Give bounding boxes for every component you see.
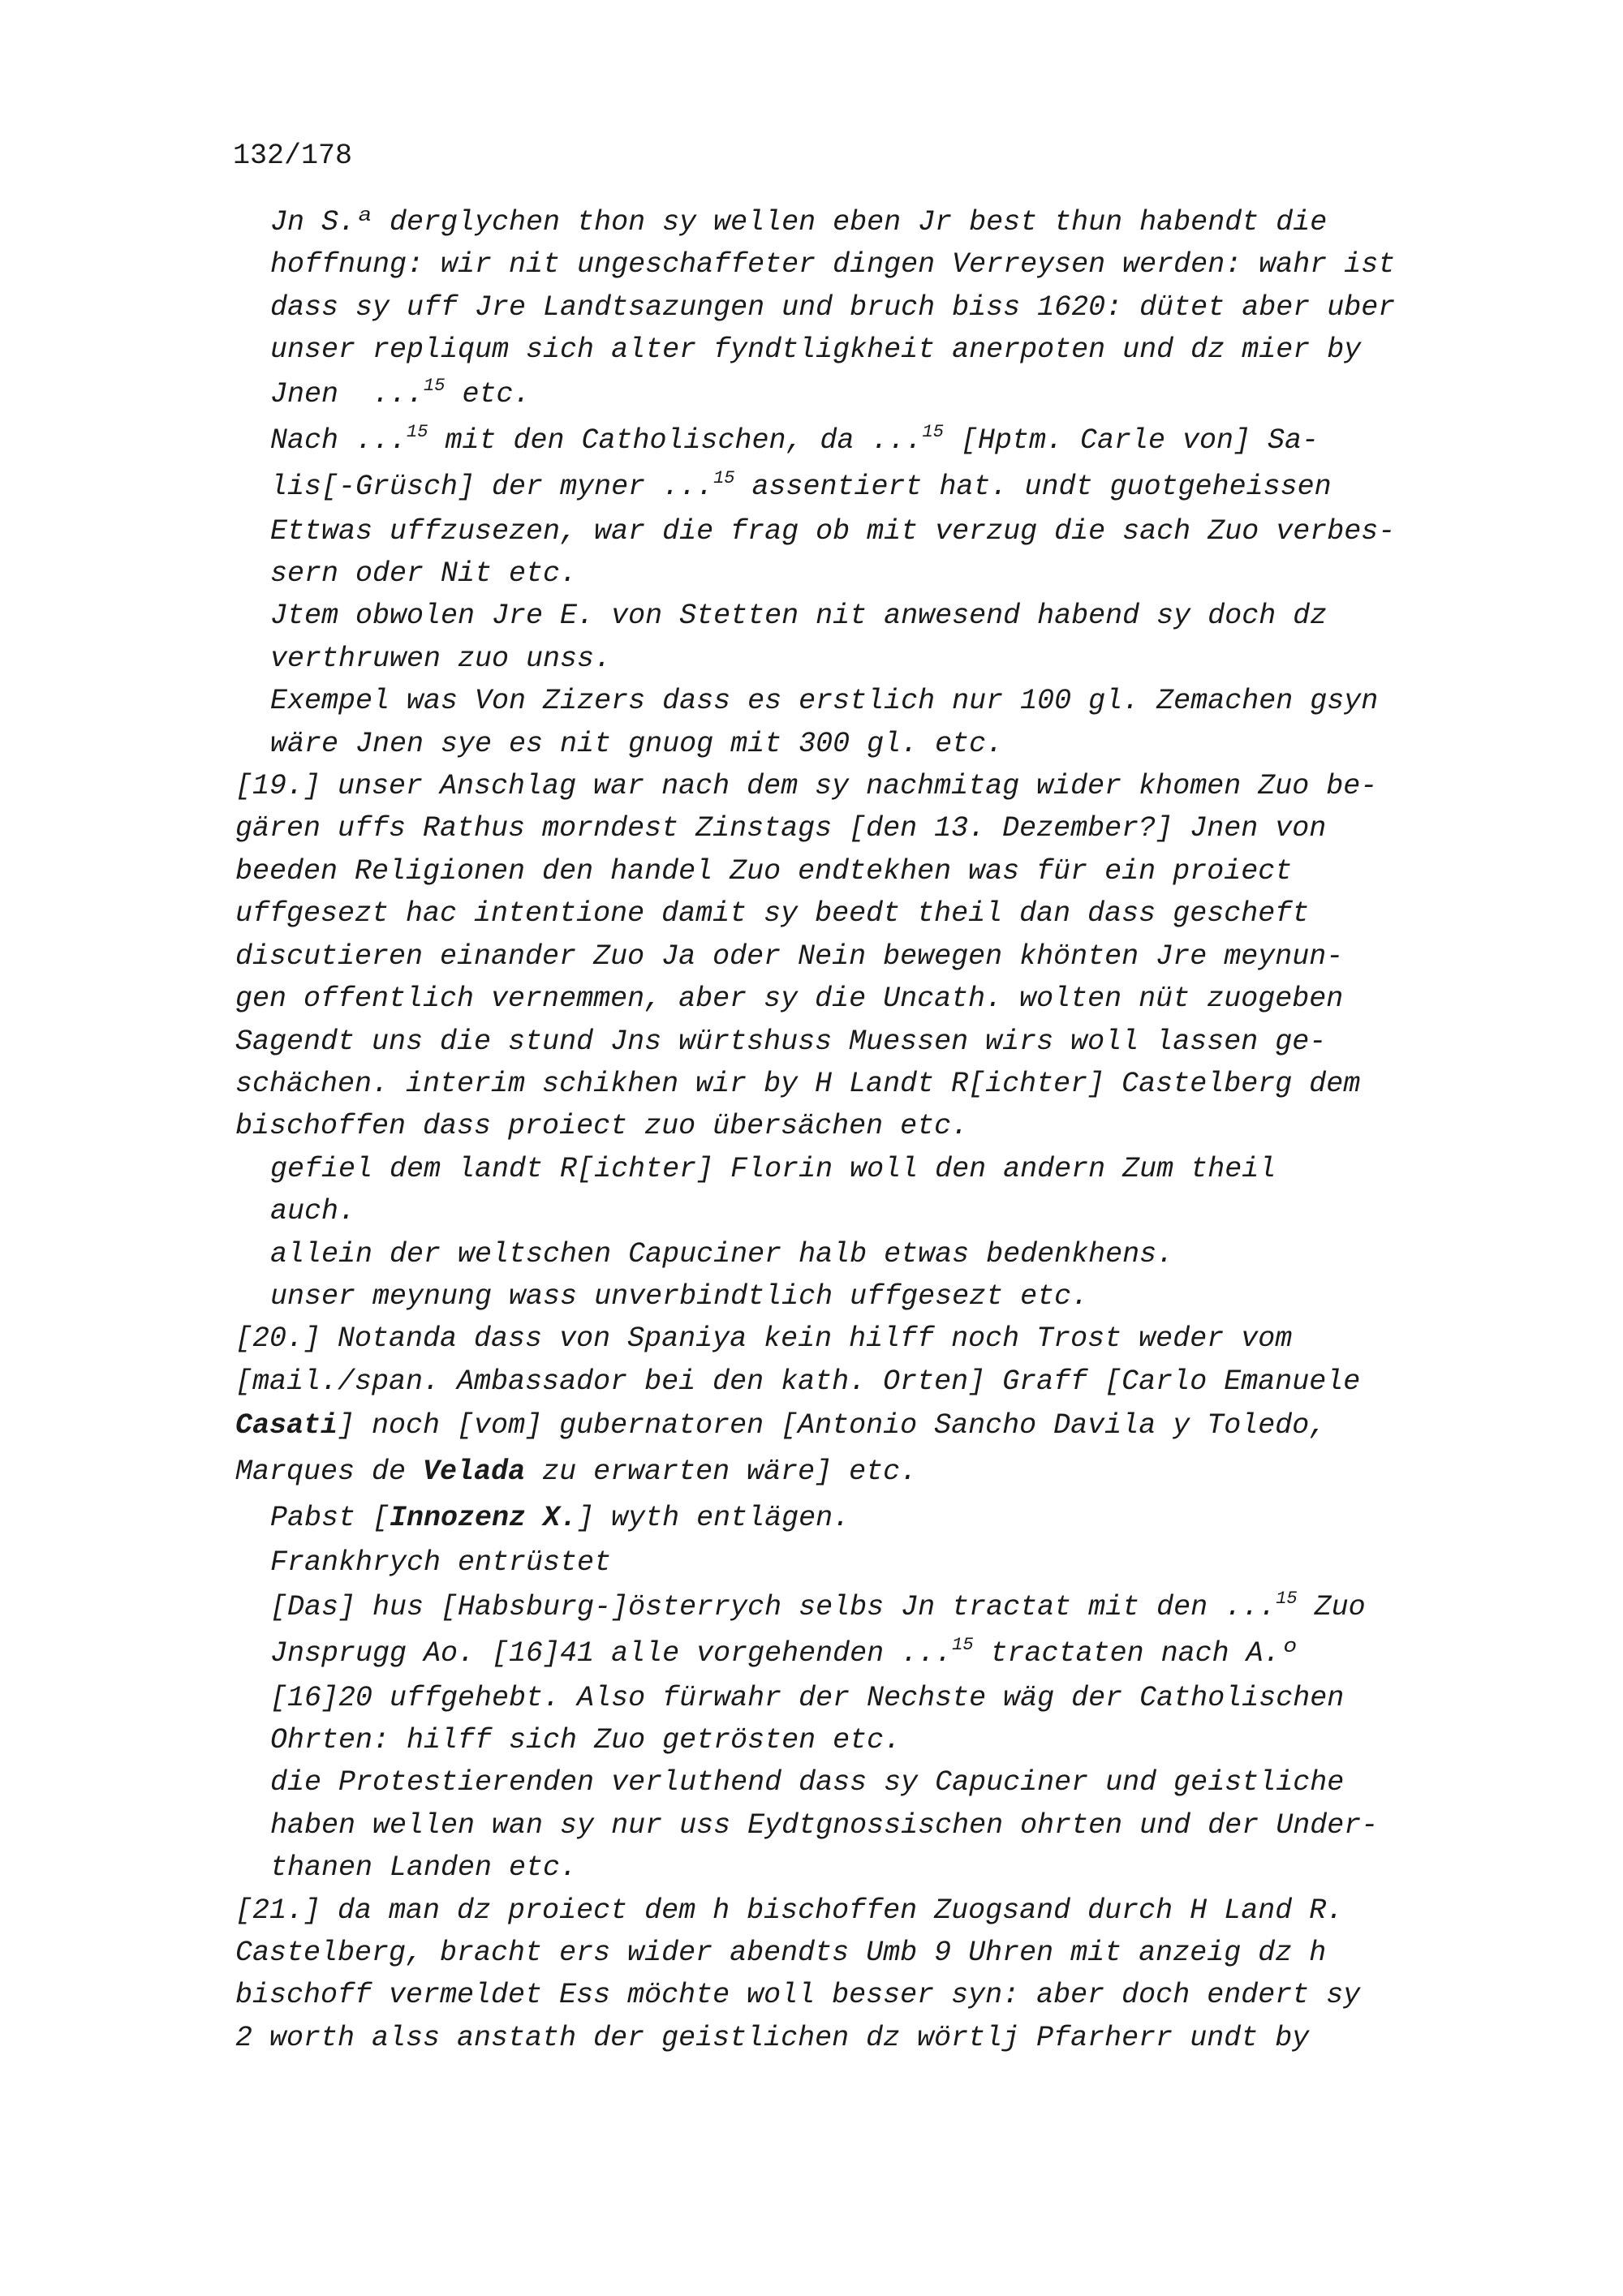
text-line bbox=[270, 1631, 1501, 1677]
text-segment: Jnen ... bbox=[270, 377, 424, 411]
document-body bbox=[235, 201, 1501, 2059]
footnote-ref: 15 bbox=[713, 467, 735, 488]
paragraph bbox=[235, 1275, 1501, 1318]
text-line: gen offentlich vernemmen, aber sy die Uncath. wolten nüt zuogeben bbox=[235, 982, 1344, 1016]
text-line: [16]20 uffgehebt. Also fürwahr der Nechste wäg der Catholischen bbox=[270, 1681, 1345, 1714]
paragraph bbox=[235, 765, 1501, 1148]
bold-name: Innozenz X. bbox=[390, 1502, 578, 1535]
text-line bbox=[270, 1584, 1501, 1631]
text-line: discutieren einander Zuo Ja oder Nein bewegen khönten Jre meynun- bbox=[235, 939, 1344, 973]
page-number: 132/178 bbox=[233, 140, 353, 172]
text-line: Ohrten: hilff sich Zuo getrösten etc. bbox=[270, 1723, 902, 1756]
text-line: unser meynung wass unverbindtlich uffgesezt etc. bbox=[270, 1279, 1089, 1313]
text-line: Frankhrych entrüstet bbox=[270, 1546, 612, 1580]
text-line: gefiel dem landt R[ichter] Florin woll den andern Zum theil bbox=[270, 1152, 1276, 1185]
text-line: [19.] unser Anschlag war nach dem sy nachmitag wider khomen Zuo be- bbox=[235, 770, 1378, 803]
text-line: Jn S.ª derglychen thon sy wellen eben Jr best thun habendt die bbox=[270, 206, 1328, 239]
text-segment: Marques de bbox=[235, 1455, 424, 1489]
footnote-ref: 15 bbox=[424, 375, 446, 396]
text-segment: Nach ... bbox=[270, 424, 407, 457]
text-line: 2 worth alss anstath der geistlichen dz wörtlj Pfarherr undt by bbox=[235, 2021, 1310, 2054]
text-line bbox=[270, 372, 1501, 418]
footnote-ref: 15 bbox=[952, 1634, 974, 1655]
text-line: beeden Religionen den handel Zuo endtekhen was für ein proiect bbox=[235, 854, 1293, 888]
text-line: gären uffs Rathus morndest Zinstags [den 13. Dezember?] Jnen von bbox=[235, 812, 1327, 845]
bold-name: Casati bbox=[235, 1409, 338, 1443]
text-segment: ] noch [vom] gubernatoren [Antonio Sancho Davila y Toledo, bbox=[338, 1409, 1327, 1443]
text-line: uffgesezt hac intentione damit sy beedt theil dan dass gescheft bbox=[235, 897, 1310, 931]
text-line: bischoffen dass proiect zuo übersächen etc. bbox=[235, 1110, 969, 1143]
text-line: die Protestierenden verluthend dass sy Capuciner und geistliche bbox=[270, 1766, 1345, 1799]
text-line: Sagendt uns die stund Jns würtshuss Muessen wirs woll lassen ge- bbox=[235, 1025, 1327, 1058]
bold-name: Velada bbox=[423, 1455, 526, 1489]
text-segment: [Hptm. Carle von] Sa- bbox=[943, 424, 1319, 457]
paragraph bbox=[235, 1761, 1501, 1889]
text-line bbox=[270, 464, 1501, 510]
paragraph bbox=[235, 595, 1501, 680]
text-line: Exempel was Von Zizers dass es erstlich nur 100 gl. Zemachen gsyn bbox=[270, 685, 1379, 718]
text-segment: mit den Catholischen, da ... bbox=[428, 424, 923, 457]
text-line: thanen Landen etc. bbox=[270, 1851, 578, 1885]
text-segment: etc. bbox=[445, 377, 531, 411]
text-line: [21.] da man dz proiect dem h bischoffen Zuogsand durch H Land R. bbox=[235, 1894, 1344, 1927]
text-segment: zu erwarten wäre] etc. bbox=[525, 1455, 918, 1489]
paragraph bbox=[235, 1541, 1501, 1584]
paragraph bbox=[235, 1318, 1501, 1495]
text-segment: ] wyth entlägen. bbox=[577, 1502, 850, 1535]
text-line: bischoff vermeldet Ess möchte woll besser syn: aber doch endert sy bbox=[235, 1979, 1361, 2012]
text-line: unser repliqum sich alter fyndtligkheit anerpoten und dz mier by bbox=[270, 333, 1362, 367]
text-segment: Pabst [ bbox=[270, 1502, 390, 1535]
footnote-ref: 15 bbox=[1276, 1588, 1298, 1609]
paragraph bbox=[235, 1148, 1501, 1233]
text-line: auch. bbox=[270, 1195, 356, 1228]
text-line bbox=[235, 1449, 1501, 1495]
footnote-ref: 15 bbox=[407, 421, 428, 442]
text-line: hoffnung: wir nit ungeschaffeter dingen Verreysen werden: wahr ist bbox=[270, 248, 1396, 282]
text-segment: [Das] hus [Habsburg-]österrych selbs Jn tractat mit den ... bbox=[270, 1590, 1276, 1623]
paragraph bbox=[235, 1890, 1501, 2060]
paragraph bbox=[235, 201, 1501, 418]
paragraph bbox=[235, 1584, 1501, 1762]
text-line bbox=[270, 1495, 1501, 1541]
text-line: wäre Jnen sye es nit gnuog mit 300 gl. etc. bbox=[270, 727, 1004, 760]
text-segment: Zuo bbox=[1297, 1590, 1366, 1623]
paragraph bbox=[235, 418, 1501, 595]
text-line: schächen. interim schikhen wir by H Landt R[ichter] Castelberg dem bbox=[235, 1067, 1361, 1100]
text-line: sern oder Nit etc. bbox=[270, 557, 578, 591]
paragraph bbox=[235, 1233, 1501, 1275]
text-line: allein der weltschen Capuciner halb etwas bedenkhens. bbox=[270, 1237, 1174, 1271]
text-line: [20.] Notanda dass von Spaniya kein hilff noch Trost weder vom bbox=[235, 1322, 1293, 1356]
text-line: Ettwas uffzusezen, war die frag ob mit verzug die sach Zuo verbes- bbox=[270, 514, 1396, 548]
text-line bbox=[235, 1403, 1501, 1449]
paragraph bbox=[235, 680, 1501, 765]
text-segment: assentiert hat. undt guotgeheissen bbox=[734, 470, 1332, 503]
text-segment: tractaten nach A.º bbox=[973, 1636, 1298, 1670]
paragraph bbox=[235, 1495, 1501, 1541]
footnote-ref: 15 bbox=[922, 421, 944, 442]
text-line: Jtem obwolen Jre E. von Stetten nit anwesend habend sy doch dz bbox=[270, 600, 1328, 633]
text-segment: lis[-Grüsch] der myner ... bbox=[270, 470, 714, 503]
text-line: Castelberg, bracht ers wider abendts Umb 9 Uhren mit anzeig dz h bbox=[235, 1937, 1327, 1969]
text-line: haben wellen wan sy nur uss Eydtgnossischen ohrten und der Under- bbox=[270, 1808, 1379, 1842]
text-line bbox=[270, 418, 1501, 464]
text-line: verthruwen zuo unss. bbox=[270, 642, 612, 675]
text-line: dass sy uff Jre Landtsazungen und bruch biss 1620: dütet aber uber bbox=[270, 290, 1396, 324]
text-line: [mail./span. Ambassador bei den kath. Orten] Graff [Carlo Emanuele bbox=[235, 1365, 1361, 1398]
text-segment: Jnsprugg Ao. [16]41 alle vorgehenden ... bbox=[270, 1636, 953, 1670]
